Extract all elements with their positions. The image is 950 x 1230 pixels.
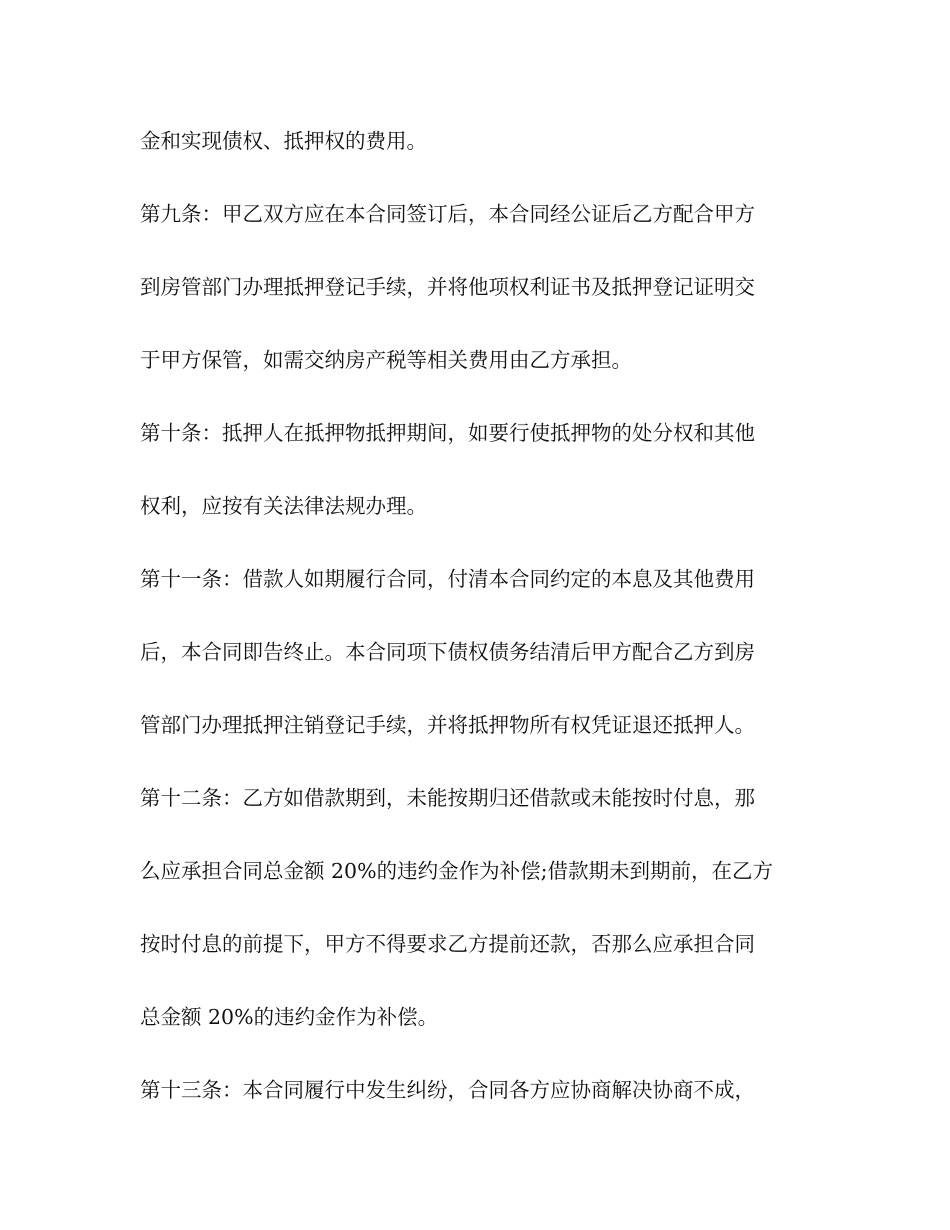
text-line-7: 第十一条：借款人如期履行合同，付清本合同约定的本息及其他费用 (140, 567, 755, 591)
text-line-9: 管部门办理抵押注销登记手续，并将抵押物所有权凭证退还抵押人。 (140, 713, 755, 737)
text-line-6: 权利，应按有关法律法规办理。 (140, 494, 427, 518)
text-line-1: 金和实现债权、抵押权的费用。 (140, 129, 427, 153)
text-line-8: 后，本合同即告终止。本合同项下债权债务结清后甲方配合乙方到房 (140, 640, 755, 664)
text-line-11: 么应承担合同总金额 20%的违约金作为补偿;借款期未到期前，在乙方 (140, 859, 773, 883)
text-line-4: 于甲方保管，如需交纳房产税等相关费用由乙方承担。 (140, 348, 632, 372)
text-line-12: 按时付息的前提下，甲方不得要求乙方提前还款，否那么应承担合同 (140, 932, 755, 956)
text-line-10: 第十二条：乙方如借款期到，未能按期归还借款或未能按时付息，那 (140, 786, 755, 810)
text-line-5: 第十条：抵押人在抵押物抵押期间，如要行使抵押物的处分权和其他 (140, 421, 755, 445)
text-line-14: 第十三条：本合同履行中发生纠纷，合同各方应协商解决协商不成， (140, 1078, 755, 1102)
text-line-13: 总金额 20%的违约金作为补偿。 (140, 1005, 439, 1029)
text-line-3: 到房管部门办理抵押登记手续，并将他项权利证书及抵押登记证明交 (140, 275, 755, 299)
text-line-2: 第九条：甲乙双方应在本合同签订后，本合同经公证后乙方配合甲方 (140, 202, 755, 226)
